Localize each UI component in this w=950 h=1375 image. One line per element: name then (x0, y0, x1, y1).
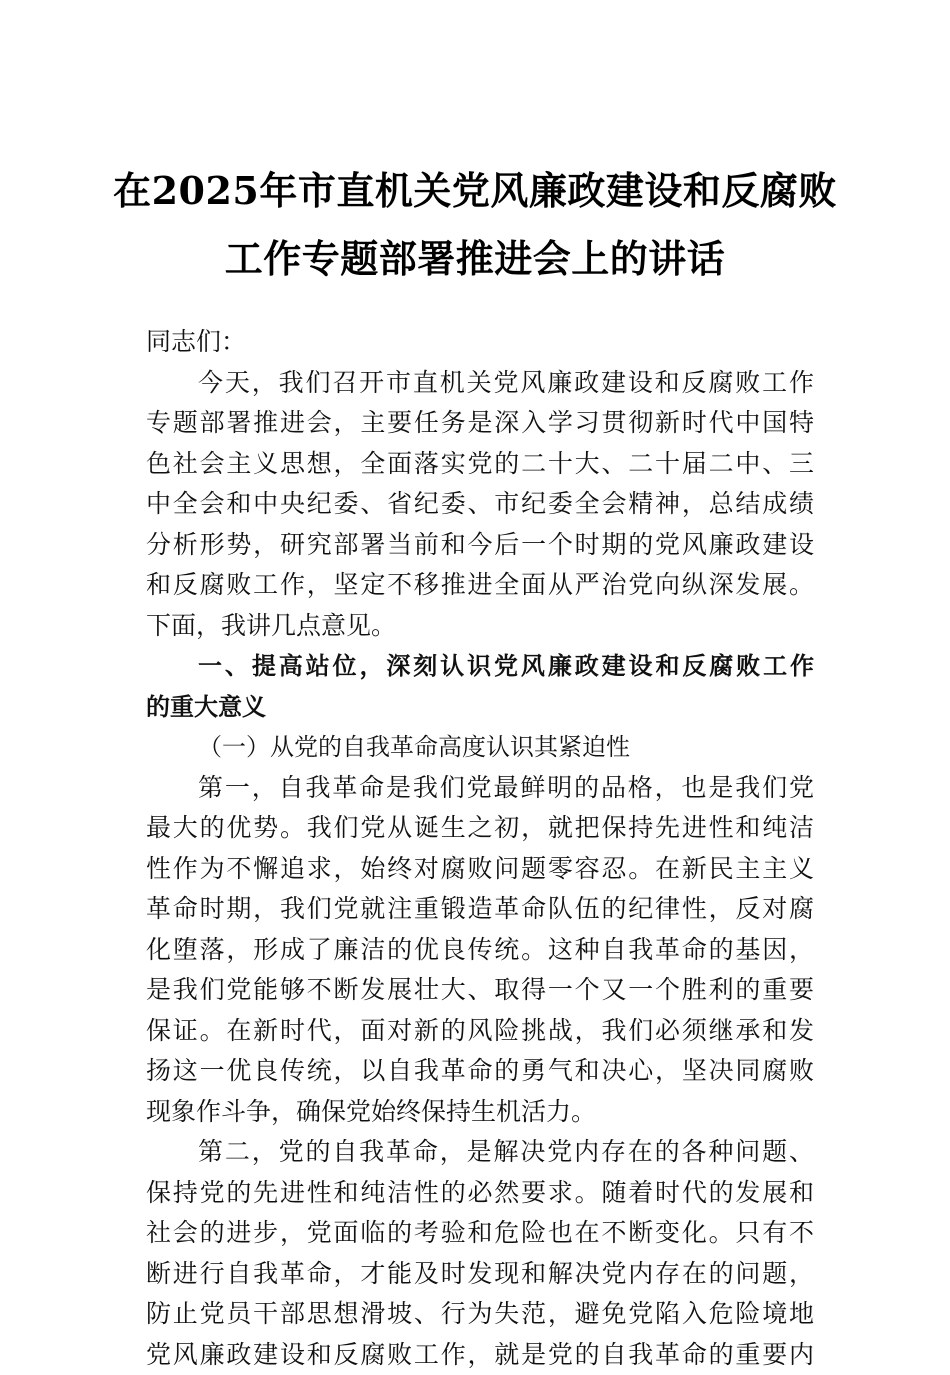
paragraph-line: 防止党员干部思想滑坡、行为失范，避免党陷入危险境地 (146, 1294, 814, 1335)
subsection-heading-1: （一）从党的自我革命高度认识其紧迫性 (146, 727, 814, 768)
paragraph-first (146, 768, 814, 1133)
heading-line: 的重大意义 (146, 687, 814, 728)
paragraph-line: 社会的进步，党面临的考验和危险也在不断变化。只有不 (146, 1213, 814, 1254)
intro-line: 今天，我们召开市直机关党风廉政建设和反腐败工作 (146, 363, 814, 404)
paragraph-line: 化堕落，形成了廉洁的优良传统。这种自我革命的基因， (146, 930, 814, 971)
paragraph-line: 革命时期，我们党就注重锻造革命队伍的纪律性，反对腐 (146, 889, 814, 930)
paragraph-line: 是我们党能够不断发展壮大、取得一个又一个胜利的重要 (146, 970, 814, 1011)
paragraph-line: 性作为不懈追求，始终对腐败问题零容忍。在新民主主义 (146, 849, 814, 890)
paragraph-line: 扬这一优良传统，以自我革命的勇气和决心，坚决同腐败 (146, 1051, 814, 1092)
document-title-line-2: 工作专题部署推进会上的讲话 (0, 228, 950, 283)
intro-line: 和反腐败工作，坚定不移推进全面从严治党向纵深发展。 (146, 565, 814, 606)
paragraph-line: 第二，党的自我革命，是解决党内存在的各种问题、 (146, 1132, 814, 1173)
paragraph-line: 断进行自我革命，才能及时发现和解决党内存在的问题， (146, 1254, 814, 1295)
intro-line: 下面，我讲几点意见。 (146, 606, 814, 647)
intro-line: 专题部署推进会，主要任务是深入学习贯彻新时代中国特 (146, 403, 814, 444)
salutation: 同志们： (146, 322, 814, 363)
document-title-line-1: 在2025年市直机关党风廉政建设和反腐败 (0, 160, 950, 215)
intro-line: 色社会主义思想，全面落实党的二十大、二十届二中、三 (146, 444, 814, 485)
intro-line: 中全会和中央纪委、省纪委、市纪委全会精神，总结成绩 (146, 484, 814, 525)
paragraph-line: 保持党的先进性和纯洁性的必然要求。随着时代的发展和 (146, 1173, 814, 1214)
paragraph-line: 最大的优势。我们党从诞生之初，就把保持先进性和纯洁 (146, 808, 814, 849)
heading-line: 一、提高站位，深刻认识党风廉政建设和反腐败工作 (146, 646, 814, 687)
intro-paragraph (146, 363, 814, 647)
paragraph-line: 保证。在新时代，面对新的风险挑战，我们必须继承和发 (146, 1011, 814, 1052)
paragraph-line: 现象作斗争，确保党始终保持生机活力。 (146, 1092, 814, 1133)
paragraph-line: 第一，自我革命是我们党最鲜明的品格，也是我们党 (146, 768, 814, 809)
intro-line: 分析形势，研究部署当前和今后一个时期的党风廉政建设 (146, 525, 814, 566)
paragraph-line: 党风廉政建设和反腐败工作，就是党的自我革命的重要内 (146, 1335, 814, 1375)
section-heading-1 (146, 646, 814, 727)
document-body (146, 322, 814, 1375)
paragraph-second (146, 1132, 814, 1375)
